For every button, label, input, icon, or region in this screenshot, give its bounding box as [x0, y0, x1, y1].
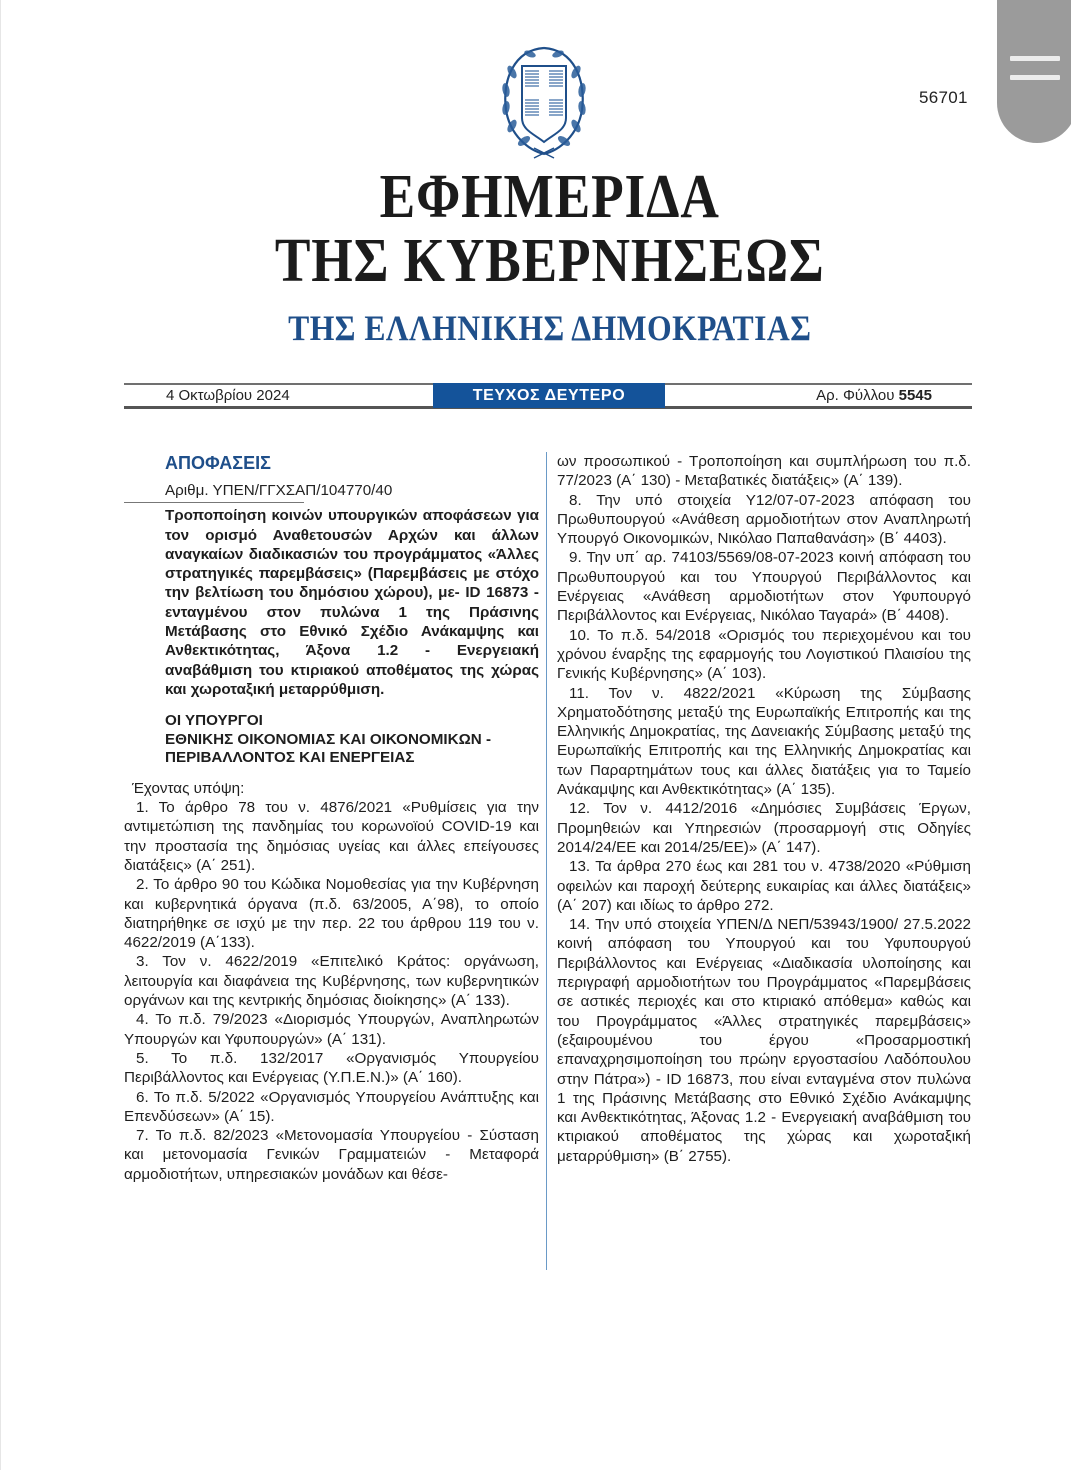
right-column: [557, 452, 971, 1166]
recital-paragraph: 9. Την υπ΄ αρ. 74103/5569/08-07-2023 κοινή απόφαση του Πρωθυπουργού και του Υπουργού Περιβάλλοντος και Ενέργειας «Ανάθεση αρμοδιοτήτων στον Υφυπουργό Περιβάλλοντος και Ενέργειας, Νικόλαο Ταγαρά» (Β΄ 4408).: [557, 549, 971, 625]
recital-paragraph: 11. Τον ν. 4822/2021 «Κύρωση της Σύμβασης Χρηματοδότησης μεταξύ της Ευρωπαϊκής Επιτροπής και της Ελληνικής Δημοκρατίας, της Δανειακής Σύμβασης μεταξύ της Ευρωπαϊκής Επιτροπής και της Ελληνικής Δημοκρατίας και των Παραρτημάτων τους και άλλες διατάξεις για το Ταμείο Ανάκαμψης και Ανθεκτικότητας» (Α΄ 135).: [557, 684, 971, 799]
masthead-republic: ΤΗΣ ΕΛΛΗΝΙΚΗΣ ΔΗΜΟΚΡΑΤΙΑΣ: [288, 308, 812, 348]
decision-title: Τροποποίηση κοινών υπουργικών αποφάσεων για τον ορισμό Αναθετουσών Αρχών και άλλων αναγκαίων διαδικασιών του προγράμματος «Άλλες στρατηγικές παρεμβάσεις» (Παρεμβάσεις με στόχο την βελτίωση του δημόσιου χώρου), με- ID 16873 - ενταγμένου στον πυλώνα 1 της Πράσινης Μετάβασης στο Εθνικό Σχέδιο Ανάκαμψης και Ανθεκτικότητας, Άξονα 1.2 - Ενεργειακή αναβάθμιση του κτιριακού αποθέματος της χώρας και χωροταξική μεταρρύθμιση.: [165, 507, 539, 698]
masthead-title: ΕΦΗΜΕΡΙΔΑ: [379, 163, 720, 231]
recital-paragraph: 5. Το π.δ. 132/2017 «Οργανισμός Υπουργείου Περιβάλλοντος και Ενέργειας (Υ.Π.Ε.Ν.)» (Α΄ 160).: [124, 1049, 539, 1087]
page-edge: [0, 0, 1, 1470]
recital-paragraph: 10. Το π.δ. 54/2018 «Ορισμός του περιεχομένου και του χρόνου έναρξης της εφαρμογής του Λογιστικού Πλαισίου της Γενικής Κυβέρνησης» (Α΄ 103).: [557, 626, 971, 683]
issue-sheet-value: 5545: [898, 387, 932, 404]
scroll-handle[interactable]: [997, 0, 1071, 143]
issue-sheet-label: Αρ. Φύλλου: [816, 387, 899, 404]
recital-paragraph: 2. Το άρθρο 90 του Κώδικα Νομοθεσίας για την Κυβέρνηση και κυβερνητικά όργανα (π.δ. 63/2005, Α΄98), το οποίο διατηρήθηκε σε ισχύ με την περ. 22 του άρθρου 119 του ν. 4622/2019 (Α΄133).: [124, 876, 539, 952]
recital-paragraph: 6. Το π.δ. 5/2022 «Οργανισμός Υπουργείου Ανάπτυξης και Επενδύσεων» (Α΄ 15).: [124, 1088, 539, 1125]
decision-number: Αριθμ. ΥΠΕΝ/ΓΓΧΣΑΠ/104770/40: [165, 482, 393, 499]
column-divider: [546, 452, 547, 1270]
recital-paragraph: 3. Τον ν. 4622/2019 «Επιτελικό Κράτος: οργάνωση, λειτουργία και διαφάνεια της Κυβέρνησης, των κυβερνητικών οργάνων και της κεντρικής δημόσιας διοίκησης» (Α΄ 133).: [124, 953, 539, 1010]
recital-paragraph: 1. Το άρθρο 78 του ν. 4876/2021 «Ρυθμίσεις για την αντιμετώπιση της πανδημίας του κορωνοϊού COVID-19 και την προστασία της δημόσιας υγείας και άλλες επείγουσες διατάξεις» (Α΄ 251).: [124, 799, 539, 874]
masthead-subtitle: ΤΗΣ ΚΥΒΕΡΝΗΣΕΩΣ: [274, 227, 825, 295]
recital-paragraph: 12. Τον ν. 4412/2016 «Δημόσιες Συμβάσεις Έργων, Προμηθειών και Υπηρεσιών (προσαρμογή στις Οδηγίες 2014/24/ΕΕ και 2014/25/ΕΕ)» (Α΄ 147).: [557, 800, 971, 856]
issue-date: 4 Οκτωβρίου 2024: [166, 387, 290, 404]
issue-bar: [124, 383, 972, 407]
recital-paragraph: 14. Την υπό στοιχεία ΥΠΕΝ/Δ ΝΕΠ/53943/1900/ 27.5.2022 κοινή απόφαση του Υπουργού και του Υφυπουργού Περιβάλλοντος και Ενέργειας «Διαδικασία υλοποίησης και περιγραφή αρμοδιοτήτων του Προγράμματος «Παρεμβάσεις σε αστικές περιοχές και στο κτιριακό απόθεμα» καθώς και του Προγράμματος «Άλλες στρατηγικές παρεμβάσεις» (εξαιρουμένου του έργου «Προσαρμοστική επαναχρησιμοποίηση του πρώην εργοστασίου Λαδόπουλου στην Πάτρα») - ID 16873, που είναι ενταγμένα στον πυλώνα 1 της Πράσινης Μετάβασης στο Εθνικό Σχέδιο Ανάκαμψης και Ανθεκτικότητας, Άξονας 1.2 - Ενεργειακή αναβάθμιση του κτιριακού αποθέματος της χώρας και χωροταξική μεταρρύθμιση» (Β΄ 2755).: [557, 916, 971, 1165]
issue-sheet-number: [816, 387, 932, 404]
ministers-heading: [165, 712, 539, 768]
ministers-heading-line: ΕΘΝΙΚΗΣ ΟΙΚΟΝΟΜΙΑΣ ΚΑΙ ΟΙΚΟΝΟΜΙΚΩΝ -: [165, 730, 492, 748]
greek-coat-of-arms-icon: [494, 40, 594, 160]
recital-paragraph: 13. Τα άρθρα 270 έως και 281 του ν. 4738/2020 «Ρύθμιση οφειλών και παροχή δεύτερης ευκαιρίας και άλλες διατάξεις» (Α΄ 207) και ιδίως το άρθρο 272.: [557, 858, 971, 914]
left-column: [124, 452, 539, 1184]
ministers-heading-line: ΠΕΡΙΒΑΛΛΟΝΤΟΣ ΚΑΙ ΕΝΕΡΓΕΙΑΣ: [165, 749, 415, 767]
recital-paragraph: 7. Το π.δ. 82/2023 «Μετονομασία Υπουργείου - Σύσταση και μετονομασία Γενικών Γραμματειών - Μεταφορά αρμοδιοτήτων, υπηρεσιακών μονάδων και θέσε-: [124, 1127, 539, 1183]
recital-continuation: ων προσωπικού - Τροποποίηση και συμπλήρωση του π.δ. 77/2023 (Α΄ 130) - Μεταβατικές διατάξεις» (Α΄ 139).: [557, 453, 971, 490]
page-number: 56701: [919, 88, 968, 107]
decision-number-rule: [124, 502, 304, 503]
recital-paragraph: 8. Την υπό στοιχεία Υ12/07-07-2023 απόφαση του Πρωθυπουργού «Ανάθεση αρμοδιοτήτων στον Αναπληρωτή Υπουργό Οικονομικών, Νικόλαο Παπαθανάση» (Β΄ 4403).: [557, 491, 971, 548]
section-title: ΑΠΟΦΑΣΕΙΣ: [165, 453, 271, 473]
issue-series-badge: ΤΕΥΧΟΣ ΔΕΥΤΕΡΟ: [433, 383, 665, 408]
recital-paragraph: 4. Το π.δ. 79/2023 «Διορισμός Υπουργών, Αναπληρωτών Υπουργών και Υφυπουργών» (Α΄ 131).: [124, 1011, 539, 1048]
having-regard-label: Έχοντας υπόψη:: [132, 779, 245, 797]
ministers-heading-line: ΟΙ ΥΠΟΥΡΓΟΙ: [165, 712, 263, 730]
